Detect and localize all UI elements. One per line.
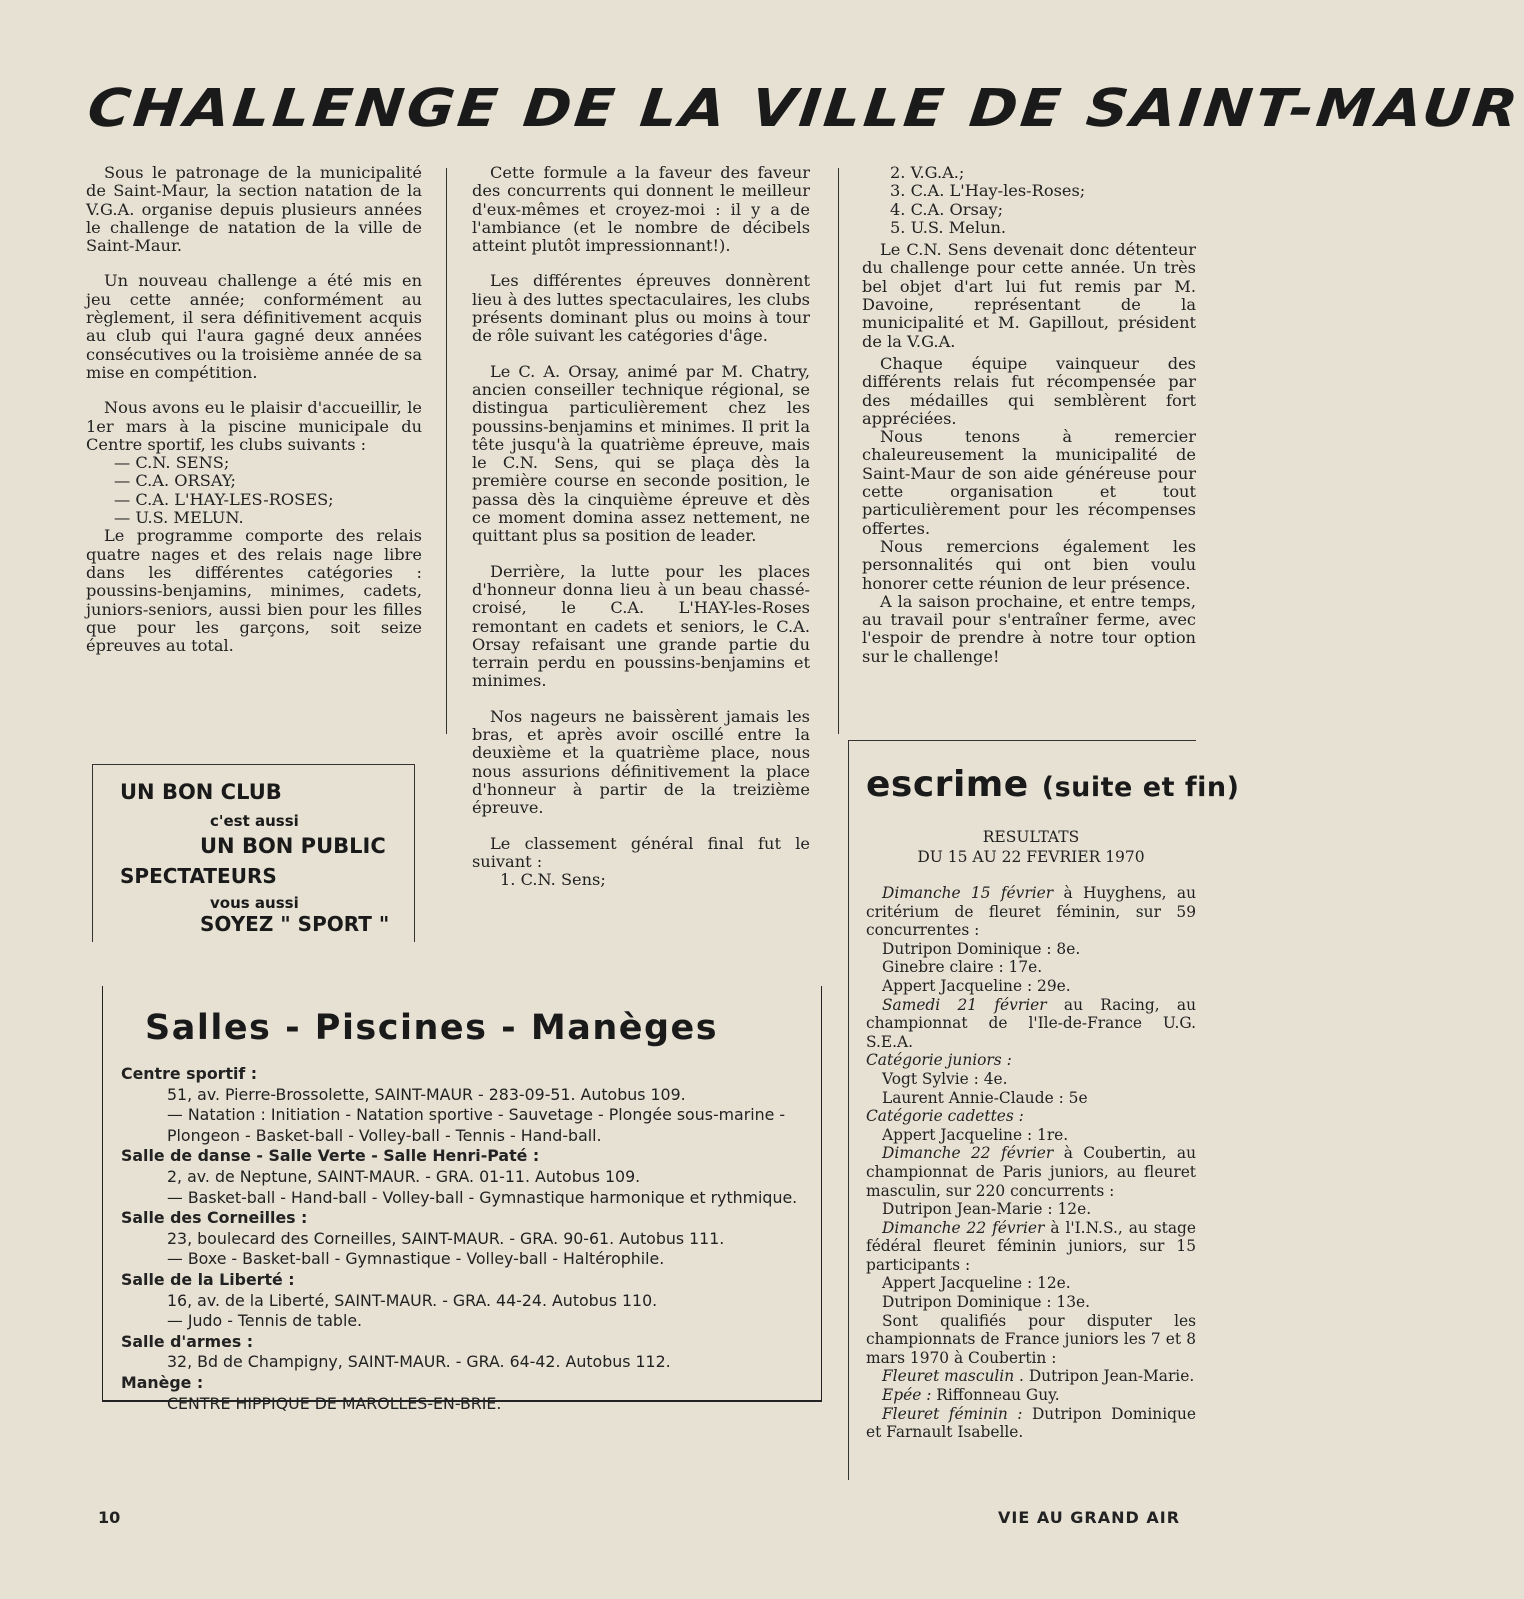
column-divider <box>848 740 849 1480</box>
category-label: Catégorie cadettes : <box>866 1107 1024 1126</box>
qualified <box>866 1367 1196 1386</box>
club-list-item: — C.N. SENS; <box>114 453 230 473</box>
bon-club-box <box>92 764 414 940</box>
event-date: Samedi 21 février <box>882 995 1047 1014</box>
bon-club-line-1: UN BON CLUB <box>120 780 282 804</box>
venue-name: Salle de la Liberté : <box>121 1269 295 1289</box>
category-label: Catégorie juniors : <box>866 1051 1012 1070</box>
paragraph: Le C. A. Orsay, animé par M. Chatry, ancien conseiller technique régional, se distingua particulièrement chez les poussins-benjamins et minimes. Il prit la tête jusqu'à la quatrième épreuve, mais le C.N. Sens, qui se plaça dès la première course en seconde position, le passa dès la cinquième épreuve et dès ce moment domina assez nettement, ne quittant plus sa position de leader. <box>472 361 810 546</box>
magazine-name: VIE AU GRAND AIR <box>998 1508 1181 1527</box>
venue-address: 2, av. de Neptune, SAINT-MAUR. - GRA. 01-11. Autobus 109. <box>167 1166 641 1186</box>
paragraph: Nous avons eu le plaisir d'accueillir, le 1er mars à la piscine municipale du Centre sportif, les clubs suivants : <box>86 398 422 454</box>
ranking-item: 1. C.N. Sens; <box>500 870 606 890</box>
escrime-heading <box>866 764 1239 805</box>
qualification-text: Sont qualifiés pour disputer les championnats de France juniors les 7 et 8 mars 1970 à Coubertin : <box>866 1311 1196 1367</box>
paragraph: Le C.N. Sens devenait donc détenteur du challenge pour cette année. Un très bel objet d'art lui fut remis par M. Davoine, représentant de la municipalité et M. Gapillout, président de la V.G.A. <box>862 240 1196 351</box>
venue-address: 51, av. Pierre-Brossolette, SAINT-MAUR - 283-09-51. Autobus 109. <box>167 1084 686 1104</box>
paragraph: Un nouveau challenge a été mis en jeu cette année; conformément au règlement, il sera définitivement acquis au club qui l'aura gagné deux années consécutives ou la troisième année de sa mise en compétition. <box>86 271 422 382</box>
escrime-title: escrime <box>866 764 1029 805</box>
event-date: Dimanche 22 février <box>882 1144 1054 1163</box>
venue-address: 32, Bd de Champigny, SAINT-MAUR. - GRA. 64-42. Autobus 112. <box>167 1352 671 1372</box>
column-divider <box>446 168 447 734</box>
column-divider <box>838 168 839 734</box>
result: Dutripon Dominique : 8e. <box>882 939 1081 958</box>
ranking-item: 5. U.S. Melun. <box>890 217 1007 237</box>
event <box>866 884 1196 940</box>
weapon-label: Fleuret féminin : <box>882 1404 1023 1423</box>
venue-activities: — Boxe - Basket-ball - Gymnastique - Volley-ball - Haltérophile. <box>167 1249 665 1269</box>
paragraph: Les différentes épreuves donnèrent lieu à des luttes spectaculaires, les clubs présents dominant plus ou moins à tour de rôle suivant les catégories d'âge. <box>472 271 810 346</box>
paragraph: Nous tenons à remercier chaleureusement la municipalité de Saint-Maur de son aide généreuse pour cette organisation et tout particulièrement pour les récompenses offertes. <box>862 427 1196 538</box>
paragraph: Sous le patronage de la municipalité de Saint-Maur, la section natation de la V.G.A. organise depuis plusieurs années le challenge de natation de la ville de Saint-Maur. <box>86 163 422 256</box>
club-list-item: — C.A. L'HAY-LES-ROSES; <box>114 489 334 509</box>
paragraph: Cette formule a la faveur des faveur des concurrents qui donnent le meilleur d'eux-mêmes et croyez-moi : il y a de l'ambiance (et le nombre de décibels atteint plutôt impressionnant!). <box>472 163 810 256</box>
section-divider <box>848 740 1196 741</box>
venue-address: CENTRE HIPPIQUE DE MAROLLES-EN-BRIE. <box>167 1393 502 1413</box>
result: Dutripon Jean-Marie : 12e. <box>882 1200 1092 1219</box>
venue-name: Salle des Corneilles : <box>121 1208 308 1228</box>
event-date: Dimanche 15 février <box>882 884 1054 902</box>
paragraph: Nos nageurs ne baissèrent jamais les bras, et après avoir oscillé entre la deuxième et la quatrième place, nous nous assurions définitivement la place d'honneur à partir de la treizième épreuve. <box>472 706 810 818</box>
article-column-2 <box>472 164 810 889</box>
paragraph: Le classement général final fut le suivant : <box>472 833 810 871</box>
event-text: à Coubertin, au championnat de Paris juniors, au fleuret masculin, sur 220 concurrents : <box>866 1144 1196 1200</box>
event-date: Dimanche 22 février <box>882 1218 1045 1237</box>
paragraph: Chaque équipe vainqueur des différents relais fut récompensée par des médailles qui semblèrent fort appréciées. <box>862 353 1196 428</box>
result: Appert Jacqueline : 1re. <box>882 1125 1069 1144</box>
ranking-item: 2. V.G.A.; <box>890 163 965 182</box>
bon-club-line-5: vous aussi <box>210 894 299 912</box>
results-title: RESULTATS <box>982 828 1080 846</box>
paragraph: Le programme comporte des relais quatre nages et des relais nage libre dans les différentes catégories : poussins-benjamins, minimes, cadets, juniors-seniors, aussi bien pour les filles que pour les garçons, soit seize épreuves au total. <box>86 526 422 656</box>
venue-activities: — Basket-ball - Hand-ball - Volley-ball - Gymnastique harmonique et rythmique. <box>167 1187 798 1207</box>
venue-activities: — Judo - Tennis de table. <box>167 1311 363 1331</box>
results-dates: DU 15 AU 22 FEVRIER 1970 <box>917 848 1145 866</box>
salles-title: Salles - Piscines - Manèges <box>145 1008 719 1048</box>
result: Dutripon Dominique : 13e. <box>882 1293 1091 1312</box>
ranking-item: 3. C.A. L'Hay-les-Roses; <box>890 181 1086 201</box>
article-title: CHALLENGE DE LA VILLE DE SAINT-MAUR <box>84 77 1524 139</box>
venue-address: 16, av. de la Liberté, SAINT-MAUR. - GRA. 44-24. Autobus 110. <box>167 1290 658 1310</box>
escrime-results <box>866 884 1196 1442</box>
qualified <box>866 1386 1196 1405</box>
venue-name: Manège : <box>121 1372 204 1392</box>
event-text: à Huyghens, au critérium de fleuret féminin, sur 59 concurrentes : <box>866 884 1196 940</box>
paragraph: Derrière, la lutte pour les places d'honneur donna lieu à un beau chassé-croisé, le C.A. L'HAY-les-Roses remontant en cadets et seniors, le C.A. Orsay refaisant une grande partie du terrain perdu en poussins-benjamins et minimes. <box>472 561 810 691</box>
page-number: 10 <box>98 1508 121 1527</box>
event-text: à l'I.N.S., au stage fédéral fleuret féminin juniors, sur 15 participants : <box>866 1218 1196 1274</box>
venue-list <box>121 1064 801 1414</box>
salles-box <box>102 986 822 1413</box>
category <box>866 1107 1196 1126</box>
event-text: au Racing, au championnat de l'Ile-de-France U.G. S.E.A. <box>866 995 1196 1051</box>
box-right-rule <box>414 764 415 942</box>
venue-address: 23, boulecard des Corneilles, SAINT-MAUR. - GRA. 90-61. Autobus 111. <box>167 1228 725 1248</box>
weapon-label: Fleuret masculin <box>882 1367 1015 1386</box>
bon-club-line-3: UN BON PUBLIC <box>200 834 386 858</box>
paragraph: A la saison prochaine, et entre temps, au travail pour s'entraîner ferme, avec l'espoir de prendre à notre tour option sur le challenge! <box>862 591 1196 666</box>
weapon-label: Epée : <box>882 1386 932 1405</box>
bon-club-line-6: SOYEZ " SPORT " <box>200 912 390 936</box>
bon-club-line-2: c'est aussi <box>210 812 299 830</box>
event <box>866 1219 1196 1275</box>
result: Laurent Annie-Claude : 5e <box>882 1088 1088 1107</box>
category <box>866 1051 1196 1070</box>
club-list-item: — U.S. MELUN. <box>114 508 244 528</box>
club-list-item: — C.A. ORSAY; <box>114 471 236 491</box>
qualified-name: Riffonneau Guy. <box>936 1386 1060 1405</box>
article-column-3 <box>862 164 1196 666</box>
venue-activities: — Natation : Initiation - Natation sportive - Sauvetage - Plongée sous-marine - Plongeon - Basket-ball - Volley-ball - Tennis - Hand-ball. <box>167 1105 786 1145</box>
venue-name: Centre sportif : <box>121 1064 258 1083</box>
venue-name: Salle d'armes : <box>121 1331 254 1351</box>
ranking-item: 4. C.A. Orsay; <box>890 199 1004 219</box>
bon-club-line-4: SPECTATEURS <box>120 864 277 888</box>
paragraph: Nous remercions également les personnalités qui ont bien voulu honorer cette réunion de leur présence. <box>862 536 1196 593</box>
qualified <box>866 1405 1196 1442</box>
result: Appert Jacqueline : 12e. <box>882 1274 1071 1293</box>
event <box>866 1144 1196 1200</box>
article-column-1 <box>86 164 422 672</box>
escrime-title-suffix: (suite et fin) <box>1041 772 1240 803</box>
venue-name: Salle de danse - Salle Verte - Salle Henri-Paté : <box>121 1146 540 1166</box>
qualified-name: . Dutripon Jean-Marie. <box>1019 1367 1195 1386</box>
qualified-name: Dutripon Dominique et Farnault Isabelle. <box>866 1404 1196 1442</box>
result: Ginebre claire : 17e. <box>882 958 1043 977</box>
result: Appert Jacqueline : 29e. <box>882 976 1071 995</box>
event <box>866 996 1196 1052</box>
result: Vogt Sylvie : 4e. <box>882 1069 1008 1088</box>
